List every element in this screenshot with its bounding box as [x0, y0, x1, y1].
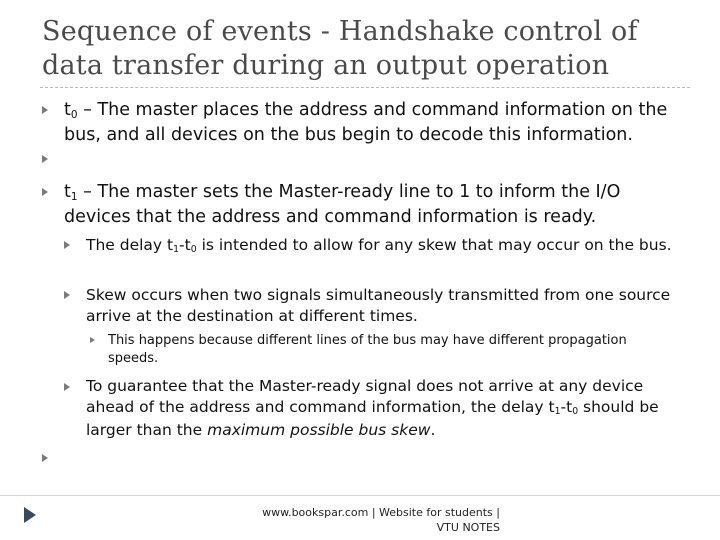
footer-divider: [0, 495, 720, 496]
bullet-arrow-icon: [42, 454, 48, 462]
sub-sub-bullet-propagation: This happens because different lines of the bus may have different propagation speeds.: [108, 333, 627, 366]
bullet-arrow-icon: [90, 337, 95, 343]
bullet-arrow-icon: [64, 291, 70, 299]
sub-bullet-guarantee: To guarantee that the Master-ready signal does not arrive at any device ahead of the address and command information, the delay $t_1-t_0$ should be larger than the maximum possible bus skew.: [86, 377, 659, 439]
bullet-arrow-icon: [42, 106, 48, 114]
bullet-arrow-icon: [64, 241, 70, 249]
bullet-arrow-icon: [64, 383, 70, 391]
title-divider: [40, 87, 690, 88]
bullet-t0: $t_0$ – The master places the address and command information on the bus, and all devices on the bus begin to decode this information.: [64, 100, 668, 145]
sub-bullet-skew: Skew occurs when two signals simultaneously transmitted from one source arrive at the destination at different times.: [86, 286, 671, 325]
bullet-t1: $t_1$ – The master sets the Master-ready line to 1 to inform the I/O devices that the address and command information is ready.: [64, 182, 621, 227]
footer-line-1: www.bookspar.com | Website for students |: [262, 506, 500, 519]
bullet-arrow-icon: [42, 188, 48, 196]
slide-title: Sequence of events - Handshake control of data transfer during an output operation: [42, 16, 638, 81]
footer: [240, 505, 500, 535]
footer-line-2: VTU NOTES: [436, 521, 500, 534]
slide-marker-icon: [24, 507, 36, 523]
sub-bullet-delay: The delay $t_1-t_0$ is intended to allow for any skew that may occur on the bus.: [86, 236, 672, 256]
bullet-arrow-icon: [42, 155, 48, 163]
